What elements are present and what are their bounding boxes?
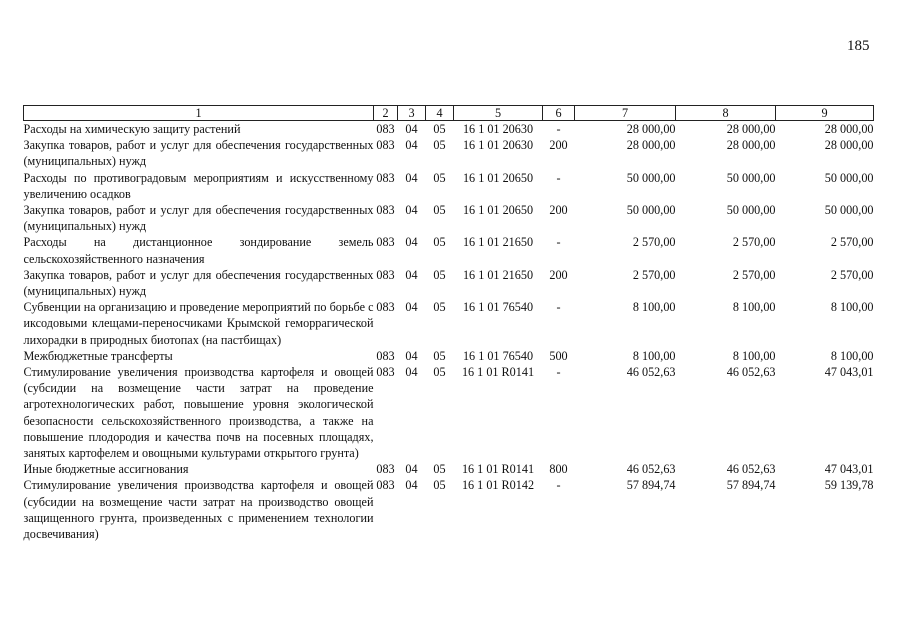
cell-section: 04 bbox=[405, 138, 418, 153]
table-row bbox=[24, 202, 874, 234]
cell-expense-type: 800 bbox=[549, 462, 568, 477]
table-row bbox=[24, 121, 874, 138]
cell-target-article: 16 1 01 20630 bbox=[462, 122, 534, 136]
cell-expense-type: - bbox=[556, 365, 561, 380]
cell-amount-year3: 28 000,00 bbox=[824, 138, 874, 153]
col-header: 8 bbox=[676, 106, 776, 121]
cell-section: 04 bbox=[405, 462, 418, 477]
cell-subsection: 05 bbox=[433, 365, 446, 380]
table-row bbox=[24, 364, 874, 461]
cell-amount-year3: 2 570,00 bbox=[830, 267, 874, 282]
table-row bbox=[24, 234, 874, 266]
cell-expense-type: - bbox=[556, 122, 561, 136]
col-header: 2 bbox=[374, 106, 398, 121]
cell-amount-year3: 8 100,00 bbox=[830, 300, 874, 315]
cell-expense-type: - bbox=[556, 235, 561, 250]
cell-amount-year3: 50 000,00 bbox=[824, 170, 874, 185]
row-description: Закупка товаров, работ и услуг для обеспечения государственных (муниципальных) нужд bbox=[23, 138, 374, 169]
cell-amount-year1: 46 052,63 bbox=[626, 365, 676, 380]
cell-subsection: 05 bbox=[433, 267, 446, 282]
col-header: 9 bbox=[776, 106, 874, 121]
table-row bbox=[24, 461, 874, 477]
cell-amount-year3: 28 000,00 bbox=[824, 122, 874, 136]
cell-subsection: 05 bbox=[433, 203, 446, 218]
col-header: 4 bbox=[426, 106, 454, 121]
header-row bbox=[24, 106, 874, 121]
cell-ministry-code: 083 bbox=[376, 235, 395, 250]
cell-target-article: 16 1 01 20650 bbox=[462, 170, 534, 185]
cell-amount-year3: 2 570,00 bbox=[830, 235, 874, 250]
cell-amount-year2: 2 570,00 bbox=[732, 235, 776, 250]
cell-ministry-code: 083 bbox=[376, 170, 395, 185]
cell-expense-type: - bbox=[556, 300, 561, 315]
cell-subsection: 05 bbox=[433, 138, 446, 153]
cell-amount-year1: 2 570,00 bbox=[632, 235, 676, 250]
cell-amount-year1: 46 052,63 bbox=[626, 462, 676, 477]
budget-table bbox=[23, 105, 874, 542]
cell-ministry-code: 083 bbox=[376, 300, 395, 315]
table-row bbox=[24, 348, 874, 364]
cell-target-article: 16 1 01 20630 bbox=[462, 138, 534, 153]
cell-subsection: 05 bbox=[433, 348, 446, 363]
cell-section: 04 bbox=[405, 348, 418, 363]
cell-section: 04 bbox=[405, 122, 418, 136]
cell-ministry-code: 083 bbox=[376, 138, 395, 153]
cell-subsection: 05 bbox=[433, 170, 446, 185]
cell-section: 04 bbox=[405, 267, 418, 282]
row-description: Расходы по противоградовым мероприятиям и искусственному увеличению осадков bbox=[23, 170, 374, 201]
cell-target-article: 16 1 01 20650 bbox=[462, 203, 534, 218]
cell-expense-type: 200 bbox=[549, 267, 568, 282]
table-row bbox=[24, 299, 874, 348]
cell-expense-type: 200 bbox=[549, 203, 568, 218]
cell-amount-year2: 28 000,00 bbox=[726, 122, 776, 136]
cell-ministry-code: 083 bbox=[376, 365, 395, 380]
cell-amount-year1: 50 000,00 bbox=[626, 170, 676, 185]
row-description: Стимулирование увеличения производства картофеля и овощей (субсидии на возмещение части затрат на производство овощей защищенного грунта, произведенных с применением технологии досвечивания) bbox=[23, 478, 374, 542]
cell-amount-year2: 50 000,00 bbox=[726, 170, 776, 185]
cell-amount-year1: 57 894,74 bbox=[626, 478, 676, 493]
cell-expense-type: 200 bbox=[549, 138, 568, 153]
cell-amount-year2: 28 000,00 bbox=[726, 138, 776, 153]
cell-amount-year3: 8 100,00 bbox=[830, 348, 874, 363]
cell-amount-year1: 2 570,00 bbox=[632, 267, 676, 282]
cell-section: 04 bbox=[405, 365, 418, 380]
cell-target-article: 16 1 01 21650 bbox=[462, 267, 534, 282]
cell-amount-year2: 8 100,00 bbox=[732, 300, 776, 315]
cell-amount-year2: 50 000,00 bbox=[726, 203, 776, 218]
cell-ministry-code: 083 bbox=[376, 348, 395, 363]
page-number: 185 bbox=[847, 38, 870, 54]
cell-expense-type: 500 bbox=[549, 348, 568, 363]
table-row bbox=[24, 267, 874, 299]
row-description: Стимулирование увеличения производства картофеля и овощей (субсидии на возмещение части затрат на проведение агротехнологических работ, повышение уровня экологической безопасности сельскохозяйственного производства, а также на повышение плодородия и качества почв на посевных площадях, занятых картофелем и овощными культурами открытого грунта) bbox=[23, 365, 374, 461]
cell-ministry-code: 083 bbox=[376, 122, 395, 136]
row-description: Закупка товаров, работ и услуг для обеспечения государственных (муниципальных) нужд bbox=[23, 203, 374, 234]
cell-subsection: 05 bbox=[433, 300, 446, 315]
row-description: Субвенции на организацию и проведение мероприятий по борьбе с иксодовыми клещами-переносчиками Крымской геморрагической лихорадки в природных биотопах (на пастбищах) bbox=[23, 300, 374, 347]
cell-subsection: 05 bbox=[433, 478, 446, 493]
cell-target-article: 16 1 01 R0141 bbox=[461, 365, 535, 380]
cell-amount-year3: 47 043,01 bbox=[824, 365, 874, 380]
cell-ministry-code: 083 bbox=[376, 478, 395, 493]
cell-subsection: 05 bbox=[433, 122, 446, 136]
cell-ministry-code: 083 bbox=[376, 203, 395, 218]
cell-amount-year1: 28 000,00 bbox=[626, 122, 676, 136]
cell-amount-year2: 46 052,63 bbox=[726, 462, 776, 477]
cell-target-article: 16 1 01 76540 bbox=[462, 300, 534, 315]
col-header: 6 bbox=[543, 106, 575, 121]
cell-ministry-code: 083 bbox=[376, 267, 395, 282]
table-row bbox=[24, 170, 874, 202]
col-header: 1 bbox=[24, 106, 374, 121]
cell-amount-year1: 50 000,00 bbox=[626, 203, 676, 218]
cell-amount-year3: 47 043,01 bbox=[824, 462, 874, 477]
cell-target-article: 16 1 01 R0141 bbox=[461, 462, 535, 477]
cell-ministry-code: 083 bbox=[376, 462, 395, 477]
cell-amount-year1: 28 000,00 bbox=[626, 138, 676, 153]
row-description: Иные бюджетные ассигнования bbox=[23, 462, 189, 477]
cell-amount-year2: 2 570,00 bbox=[732, 267, 776, 282]
cell-amount-year1: 8 100,00 bbox=[632, 300, 676, 315]
cell-target-article: 16 1 01 21650 bbox=[462, 235, 534, 250]
table-row bbox=[24, 477, 874, 542]
row-description: Расходы на химическую защиту растений bbox=[23, 122, 241, 136]
cell-expense-type: - bbox=[556, 478, 561, 493]
cell-amount-year2: 57 894,74 bbox=[726, 478, 776, 493]
table-body bbox=[24, 121, 874, 543]
table-row bbox=[24, 137, 874, 169]
col-header: 5 bbox=[454, 106, 543, 121]
cell-amount-year3: 50 000,00 bbox=[824, 203, 874, 218]
cell-target-article: 16 1 01 R0142 bbox=[461, 478, 535, 493]
col-header: 7 bbox=[575, 106, 676, 121]
cell-section: 04 bbox=[405, 170, 418, 185]
row-description: Закупка товаров, работ и услуг для обеспечения государственных (муниципальных) нужд bbox=[23, 267, 374, 299]
row-description: Расходы на дистанционное зондирование земель сельскохозяйственного назначения bbox=[23, 235, 374, 266]
cell-amount-year1: 8 100,00 bbox=[632, 348, 676, 363]
cell-amount-year2: 8 100,00 bbox=[732, 348, 776, 363]
cell-expense-type: - bbox=[556, 170, 561, 185]
cell-section: 04 bbox=[405, 203, 418, 218]
cell-section: 04 bbox=[405, 235, 418, 250]
cell-subsection: 05 bbox=[433, 462, 446, 477]
cell-section: 04 bbox=[405, 478, 418, 493]
cell-amount-year2: 46 052,63 bbox=[726, 365, 776, 380]
cell-amount-year3: 59 139,78 bbox=[824, 478, 874, 493]
row-description: Межбюджетные трансферты bbox=[23, 348, 173, 363]
cell-subsection: 05 bbox=[433, 235, 446, 250]
cell-target-article: 16 1 01 76540 bbox=[462, 348, 534, 363]
col-header: 3 bbox=[398, 106, 426, 121]
cell-section: 04 bbox=[405, 300, 418, 315]
